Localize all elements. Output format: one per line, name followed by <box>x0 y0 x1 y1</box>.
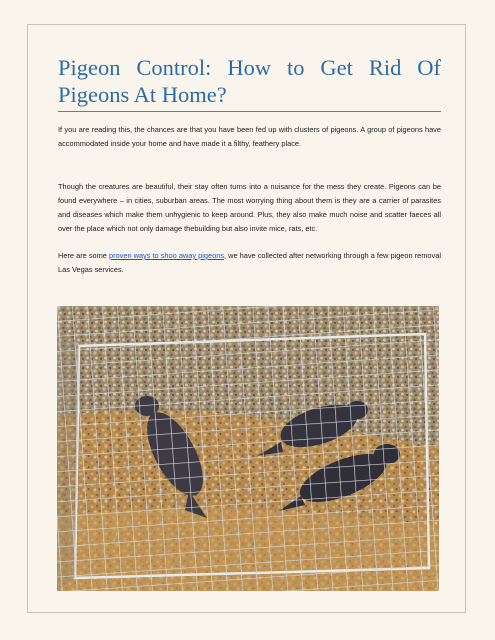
paragraph-ways-before: Here are some <box>58 251 109 260</box>
title-underline <box>58 111 441 112</box>
article-title: Pigeon Control: How to Get Rid Of Pigeons At Home? <box>58 55 441 107</box>
paragraph-intro: If you are reading this, the chances are that you have been fed up with clusters of pigeons. A group of pigeons have accommodated inside your home and have made it a filthy, feathery place. <box>58 125 441 148</box>
paragraph-ways-after: , we have collected after networking through a few pigeon removal Las Vegas services. <box>58 251 441 274</box>
paragraph-nuisance: Though the creatures are beautiful, their stay often turns into a nuisance for the mess they create. Pigeons can be found everywhere – in cities, suburban areas. The most worrying thing about them is they are a carrier of parasites and diseases which make them unhygienic to keep around. Plus, they also make much noise and scatter faeces all over the place which not only damage thebuilding but also invite mice, rats, etc. <box>58 182 441 233</box>
pigeon-cage-photo <box>57 306 439 591</box>
proven-ways-link[interactable]: proven ways to shoo away pigeons <box>108 251 225 260</box>
paragraph-ways <box>58 249 441 277</box>
